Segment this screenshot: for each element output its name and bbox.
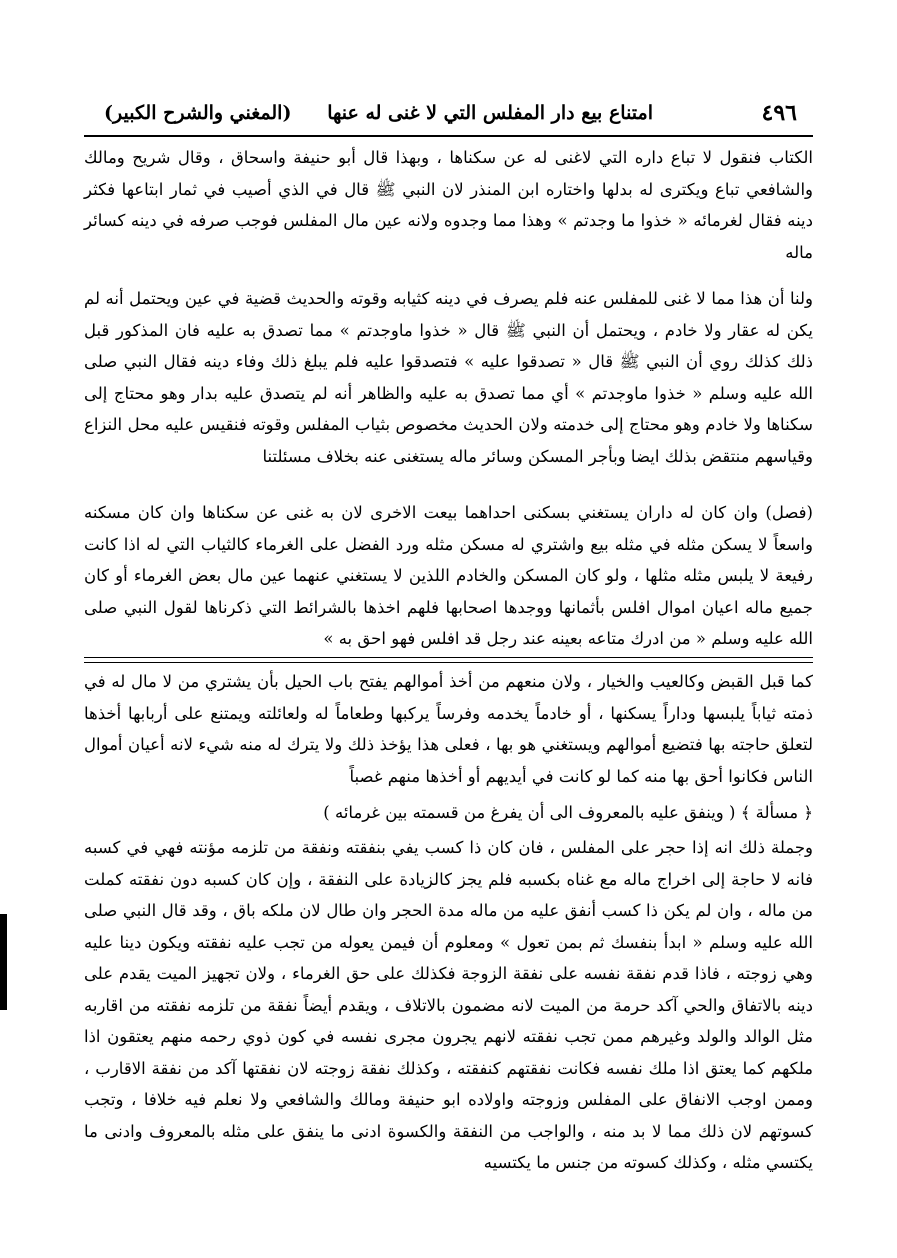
book-title: (المغني والشرح الكبير)	[104, 102, 292, 124]
paragraph: (فصل) وان كان له داران يستغني بسكنى احداهما بيعت الاخرى لان به غنى عن سكناها وان كان مسكنه واسعاً لا يسكن مثله في مثله بيع واشتري له مسكن مثله ورد الفضل على الغرماء كالثياب التي له اذا كانت رفيعة لا يلبس مثله مثلها ، ولو كان المسكن والخادم اللذين لا يستغني عنهما عين مال بعض الغرماء أو كان جميع ماله اعيان اموال افلس بأثمانها ووجدها اصحابها فلهم اخذها بالشرائط التي ذكرناها لقول النبي صلى الله عليه وسلم « من ادرك متاعه بعينه عند رجل قد افلس فهو احق به »	[84, 503, 813, 648]
commentary-text-1	[84, 666, 813, 800]
section-divider	[84, 657, 813, 658]
issue-heading	[84, 797, 813, 827]
paragraph: كما قبل القبض وكالعيب والخيار ، ولان منعهم من أخذ أموالهم يفتح باب الحيل بأن يشتري من لا مال له في ذمته ثياباً يلبسها وداراً يسكنها ، أو خادماً يخدمه وفرساً يركبها وطعاماً له ولعائلته ويمتنع على أربابها أخذها لتعلق حاجته بها فتضيع أموالهم ويستغني هو بها ، فعلى هذا يؤخذ ذلك ولا يترك له منه شيء لانه أعيان أموال الناس فكانوا أحق بها منه كما لو كانت في أيديهم أو أخذها منهم غصباً	[84, 672, 813, 786]
main-text-3	[84, 497, 813, 652]
scan-edge-mark	[0, 914, 7, 1010]
paragraph: ولنا أن هذا مما لا غنى للمفلس عنه فلم يصرف في دينه كثيابه وقوته والحديث قضية في عين ويحتمل أنه لم يكن له عقار ولا خادم ، ويحتمل أن النبي ﷺ قال « خذوا ماوجدتم » مما تصدق به عليه فان المذكور قبل ذلك كذلك روي أن النبي ﷺ قال « تصدقوا عليه » فتصدقوا عليه فلم يبلغ ذلك وفاء دينه فقال النبي صلى الله عليه وسلم « خذوا ماوجدتم » أي مما تصدق به عليه والظاهر أنه لم يتصدق عليه بدار وهو محتاج إلى سكناها ولا خادم وهو محتاج إلى خدمته ولان الحديث مخصوص بثياب المفلس وقوته فنقيس عليه محل النزاع وقياسهم منتقض بذلك ايضا وبأجر المسكن وسائر ماله يستغنى عنه بخلاف مسئلتنا	[84, 289, 813, 466]
page-header	[84, 98, 813, 132]
main-text-2	[84, 283, 813, 489]
paragraph: ﴿ مسألة ﴾ ( وينفق عليه بالمعروف الى أن يفرغ من قسمته بين غرمائه )	[323, 803, 813, 822]
running-title: امتناع بيع دار المفلس التي لا غنى له عنها	[327, 102, 653, 124]
page-number: ٤٩٦	[761, 100, 797, 126]
main-text-1	[84, 142, 813, 262]
commentary-text-2	[84, 832, 813, 1222]
paragraph: الكتاب فنقول لا تباع داره التي لاغنى له عن سكناها ، وبهذا قال أبو حنيفة واسحاق ، وقال شريح ومالك والشافعي تباع ويكترى له بدلها واختاره ابن المنذر لان النبي ﷺ قال في الذي أصيب في ثمار ابتاعها فكثر دينه فقال لغرمائه « خذوا ما وجدتم » وهذا مما وجدوه ولانه عين مال المفلس فوجب صرفه في دينه كسائر ماله	[84, 148, 813, 262]
paragraph: وجملة ذلك انه إذا حجر على المفلس ، فان كان ذا كسب يفي بنفقته ونفقة من تلزمه مؤنته فهي في كسبه فانه لا حاجة إلى اخراج ماله مع غناه بكسبه فلم يجز كالزيادة على النفقة ، وإن كان كسبه دون نفقته كملت من ماله ، وان لم يكن ذا كسب أنفق عليه من ماله مدة الحجر وان طال لان ملكه باق ، وقد قال النبي صلى الله عليه وسلم « ابدأ بنفسك ثم بمن تعول » ومعلوم أن فيمن يعوله من تجب عليه نفقته ويكون دينا عليه وهي زوجته ، فاذا قدم نفقة نفسه على نفقة الزوجة فكذلك على حق الغرماء ، ولان تجهيز الميت يقدم على دينه بالاتفاق والحي آكد حرمة من الميت لانه مضمون بالاتلاف ، ويقدم أيضاً نفقة من تلزمه نفقته من اقاربه مثل الوالد والولد وغيرهم ممن تجب نفقته لانهم يجرون مجرى نفسه في كون ذوي رحمه منهم يعتقون اذا ملكهم كما يعتق اذا ملك نفسه فكانت نفقتهم كنفقته ، وكذلك نفقة زوجته لان نفقتها آكد من نفقة الاقارب ، وممن اوجب الانفاق على المفلس وزوجته واولاده ابو حنيفة ومالك والشافعي ولا نعلم فيه خلافا ، وتجب كسوتهم لان ذلك مما لا بد منه ، والواجب من النفقة والكسوة ادنى ما ينفق على مثله بالمعروف وادنى ما يكتسي مثله ، وكذلك كسوته من جنس ما يكتسيه	[84, 838, 813, 1172]
header-rule	[84, 135, 813, 137]
section-divider	[84, 662, 813, 663]
